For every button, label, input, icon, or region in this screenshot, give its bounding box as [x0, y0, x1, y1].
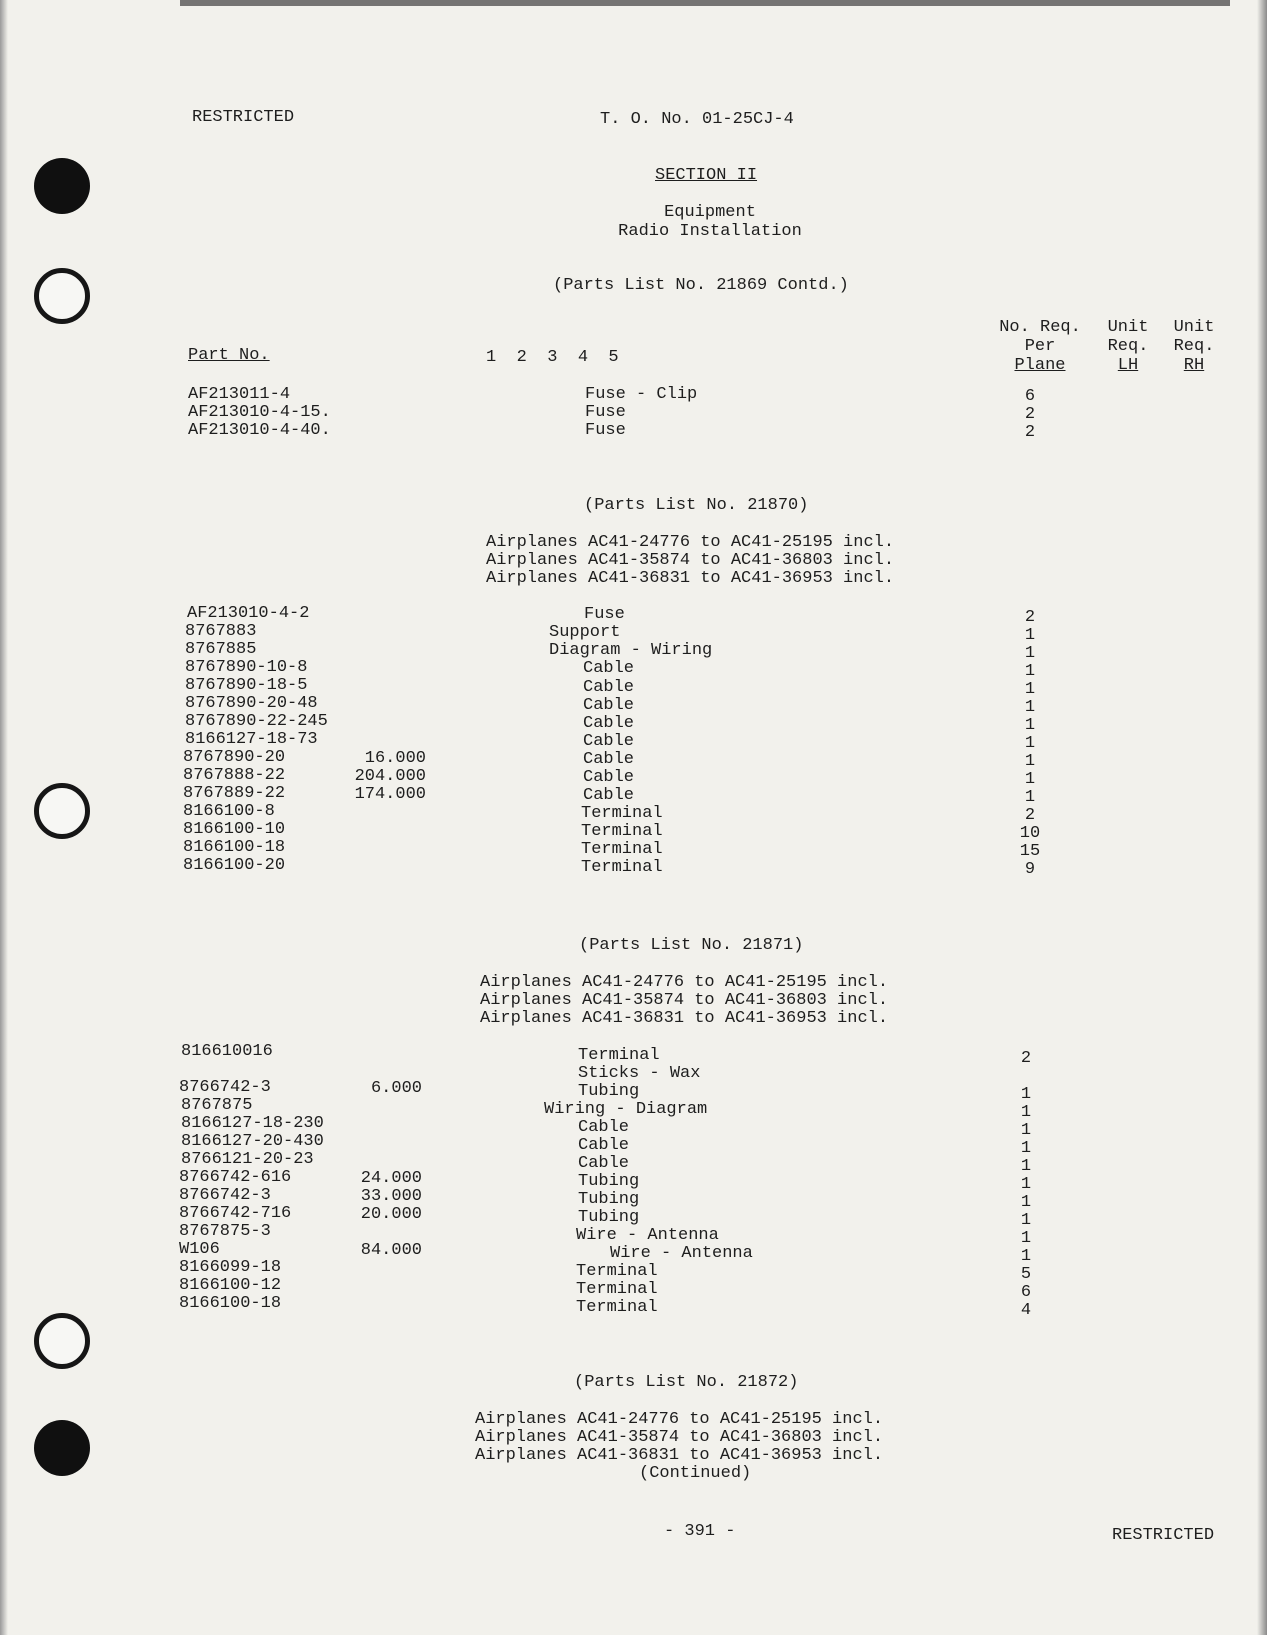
tubing-length: 24.000 [360, 1169, 422, 1188]
binder-hole [34, 268, 90, 324]
part-number: AF213010-4-2 [187, 604, 310, 623]
part-number: 8166127-18-73 [185, 730, 318, 749]
quantity-per-plane: 1 [1024, 662, 1036, 681]
part-description: Cable [583, 659, 635, 678]
parts-list-21869-contd-title: (Parts List No. 21869 Contd.) [553, 276, 849, 295]
part-description: Tubing [578, 1190, 640, 1209]
part-number: 8767883 [185, 622, 257, 641]
part-description: Fuse [585, 421, 626, 440]
airplanes-range: Airplanes AC41-36831 to AC41-36953 incl. [475, 1446, 884, 1465]
part-description: Fuse - Clip [585, 385, 698, 404]
part-description: Terminal [576, 1262, 658, 1281]
part-description: Sticks - Wax [578, 1064, 701, 1083]
section-title: SECTION II [655, 166, 758, 185]
parts-list-21872-title: (Parts List No. 21872) [574, 1373, 799, 1392]
binder-hole [34, 1420, 90, 1476]
part-number: 8766742-616 [179, 1168, 292, 1187]
airplanes-range: Airplanes AC41-24776 to AC41-25195 incl. [486, 533, 895, 552]
quantity-per-plane: 1 [1020, 1193, 1032, 1212]
quantity-per-plane: 1 [1024, 626, 1036, 645]
part-description: Wire - Antenna [576, 1226, 719, 1245]
column-indent-levels: 1 2 3 4 5 [486, 348, 619, 367]
part-number: 8767890-22-245 [185, 712, 328, 731]
tubing-length: 33.000 [360, 1187, 422, 1206]
part-description: Cable [583, 678, 635, 697]
part-description: Terminal [581, 840, 663, 859]
parts-list-21871-title: (Parts List No. 21871) [579, 936, 804, 955]
part-number: 8166100-20 [183, 856, 286, 875]
airplanes-range: Airplanes AC41-35874 to AC41-36803 incl. [486, 551, 895, 570]
quantity-per-plane: 1 [1024, 716, 1036, 735]
quantity-per-plane: 10 [1019, 824, 1041, 843]
part-number: 8166100-18 [183, 838, 286, 857]
scan-left-edge [0, 0, 8, 1635]
header-to-number: T. O. No. 01-25CJ-4 [600, 110, 794, 129]
quantity-per-plane: 1 [1024, 788, 1036, 807]
airplanes-range: Airplanes AC41-36831 to AC41-36953 incl. [486, 569, 895, 588]
binder-hole [34, 1313, 90, 1369]
quantity-per-plane: 6 [1024, 387, 1036, 406]
quantity-per-plane: 1 [1020, 1103, 1032, 1122]
part-description: Cable [578, 1118, 630, 1137]
part-description: Terminal [576, 1280, 658, 1299]
quantity-per-plane: 1 [1020, 1211, 1032, 1230]
subtitle-radio-installation: Radio Installation [618, 222, 802, 241]
airplanes-range: Airplanes AC41-36831 to AC41-36953 incl. [480, 1009, 889, 1028]
part-number: 8766121-20-23 [181, 1150, 314, 1169]
quantity-per-plane: 1 [1020, 1247, 1032, 1266]
part-number: 8767885 [185, 640, 257, 659]
part-number: AF213011-4 [188, 385, 291, 404]
airplanes-range: Airplanes AC41-35874 to AC41-36803 incl. [475, 1428, 884, 1447]
part-description: Terminal [581, 822, 663, 841]
header-restricted: RESTRICTED [192, 108, 295, 127]
binder-hole [34, 783, 90, 839]
quantity-per-plane: 6 [1020, 1283, 1032, 1302]
part-description: Tubing [578, 1172, 640, 1191]
part-description: Tubing [578, 1208, 640, 1227]
part-description: Cable [578, 1136, 630, 1155]
part-number: 8166100-12 [179, 1276, 282, 1295]
part-number: 8767875 [181, 1096, 253, 1115]
wire-length: 84.000 [360, 1241, 422, 1260]
quantity-per-plane: 2 [1024, 423, 1036, 442]
part-description: Cable [583, 732, 635, 751]
quantity-per-plane: 1 [1024, 644, 1036, 663]
part-number: 8166100-8 [183, 802, 275, 821]
quantity-per-plane: 1 [1020, 1121, 1032, 1140]
cable-length: 174.000 [354, 785, 426, 804]
column-no-req-per-plane: No. Req. Per Plane [999, 318, 1081, 375]
parts-list-21870-title: (Parts List No. 21870) [584, 496, 809, 515]
binder-hole [34, 158, 90, 214]
part-number: 8767875-3 [179, 1222, 271, 1241]
column-unit-req-lh: Unit Req. LH [1107, 318, 1149, 375]
quantity-per-plane: 15 [1019, 842, 1041, 861]
quantity-per-plane: 1 [1024, 752, 1036, 771]
quantity-per-plane: 1 [1020, 1139, 1032, 1158]
part-number: 816610016 [181, 1042, 273, 1061]
footer-restricted: RESTRICTED [1112, 1526, 1215, 1545]
cable-length: 204.000 [354, 767, 426, 786]
part-number: 8767888-22 [183, 766, 286, 785]
part-number: 8166100-10 [183, 820, 286, 839]
part-description: Cable [583, 768, 635, 787]
part-description: Wire - Antenna [610, 1244, 753, 1263]
quantity-per-plane: 1 [1020, 1175, 1032, 1194]
subtitle-equipment: Equipment [664, 203, 756, 222]
part-number: 8767890-20-48 [185, 694, 318, 713]
part-number: 8767890-10-8 [185, 658, 308, 677]
quantity-per-plane: 1 [1024, 698, 1036, 717]
scan-right-edge [1257, 0, 1267, 1635]
part-number: 8766742-3 [179, 1078, 271, 1097]
quantity-per-plane: 1 [1020, 1085, 1032, 1104]
part-description: Terminal [581, 858, 663, 877]
part-description: Terminal [576, 1298, 658, 1317]
part-number: 8766742-3 [179, 1186, 271, 1205]
scan-top-edge [180, 0, 1230, 6]
page-number: - 391 - [664, 1522, 736, 1541]
cable-length: 16.000 [364, 749, 426, 768]
part-description: Fuse [585, 403, 626, 422]
part-description: Cable [583, 714, 635, 733]
airplanes-range: Airplanes AC41-24776 to AC41-25195 incl. [475, 1410, 884, 1429]
quantity-per-plane: 2 [1020, 1049, 1032, 1068]
airplanes-range: Airplanes AC41-24776 to AC41-25195 incl. [480, 973, 889, 992]
part-description: Fuse [584, 605, 625, 624]
part-description: Cable [583, 696, 635, 715]
column-part-no: Part No. [188, 346, 270, 365]
part-number: 8166099-18 [179, 1258, 282, 1277]
part-description: Diagram - Wiring [549, 641, 713, 660]
quantity-per-plane: 1 [1020, 1157, 1032, 1176]
part-number: W106 [179, 1240, 220, 1259]
quantity-per-plane: 9 [1024, 860, 1036, 879]
part-description: Tubing [578, 1082, 640, 1101]
tubing-length: 20.000 [360, 1205, 422, 1224]
part-number: AF213010-4-40. [188, 421, 331, 440]
quantity-per-plane: 1 [1024, 770, 1036, 789]
quantity-per-plane: 5 [1020, 1265, 1032, 1284]
quantity-per-plane: 2 [1024, 806, 1036, 825]
quantity-per-plane: 1 [1024, 734, 1036, 753]
part-number: 8166127-18-230 [181, 1114, 324, 1133]
column-unit-req-rh: Unit Req. RH [1173, 318, 1215, 375]
part-number: AF213010-4-15. [188, 403, 331, 422]
part-description: Wiring - Diagram [544, 1100, 708, 1119]
part-number: 8166127-20-430 [181, 1132, 324, 1151]
part-number: 8766742-716 [179, 1204, 292, 1223]
quantity-per-plane: 2 [1024, 608, 1036, 627]
part-description: Support [549, 623, 621, 642]
quantity-per-plane: 4 [1020, 1301, 1032, 1320]
quantity-per-plane: 1 [1024, 680, 1036, 699]
part-number: 8767890-20 [183, 748, 286, 767]
airplanes-range: Airplanes AC41-35874 to AC41-36803 incl. [480, 991, 889, 1010]
quantity-per-plane: 1 [1020, 1229, 1032, 1248]
quantity-per-plane: 2 [1024, 405, 1036, 424]
part-description: Cable [583, 786, 635, 805]
part-number: 8166100-18 [179, 1294, 282, 1313]
part-description: Terminal [578, 1046, 660, 1065]
part-number: 8767889-22 [183, 784, 286, 803]
tubing-length: 6.000 [370, 1079, 422, 1098]
part-description: Cable [578, 1154, 630, 1173]
continued-note: (Continued) [639, 1464, 752, 1483]
part-number: 8767890-18-5 [185, 676, 308, 695]
part-description: Cable [583, 750, 635, 769]
part-description: Terminal [581, 804, 663, 823]
